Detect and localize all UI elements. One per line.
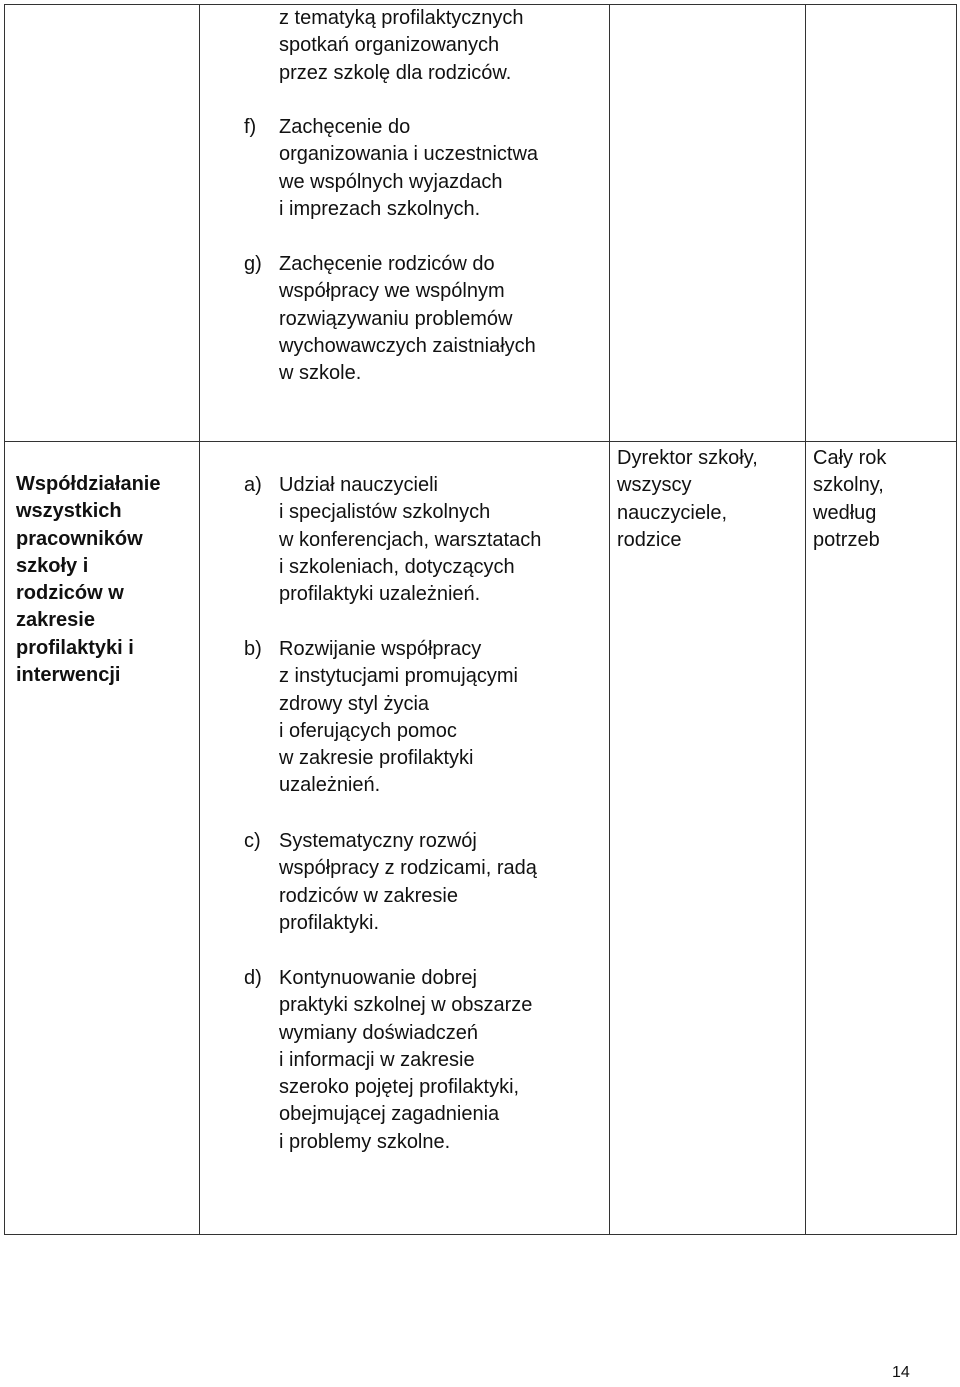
item-letter: d) [244,967,262,989]
item-letter: c) [244,830,261,852]
item-letter: f) [244,116,257,138]
column-divider [609,5,610,1234]
column-divider [805,5,806,1234]
item-text: z tematyką profilaktycznych spotkań organizowanych przez szkolę dla rodziców. [279,7,524,84]
item-text: Systematyczny rozwój współpracy z rodzicami, radą rodziców w zakresie profilaktyki. [279,830,537,934]
item-text: Udział nauczycieli i specjalistów szkolnych w konferencjach, warsztatach i szkoleniach, dotyczących profilaktyki uzależnień. [279,474,542,606]
page-number: 14 [892,1364,910,1381]
area-cell: Współdziałanie wszystkich pracowników szkoły i rodziców w zakresie profilaktyki i interwencji [16,473,161,687]
item-letter: a) [244,474,262,496]
item-text: Kontynuowanie dobrej praktyki szkolnej w obszarze wymiany doświadczeń i informacji w zakresie szeroko pojętej profilaktyki, obejmującej zagadnienia i problemy szkolne. [279,967,533,1153]
timeline-cell: Cały rok szkolny, według potrzeb [813,447,887,551]
item-letter: g) [244,253,262,275]
item-text: Rozwijanie współpracy z instytucjami promującymi zdrowy styl życia i oferujących pomoc w zakresie profilaktyki uzależnień. [279,638,518,797]
column-divider [199,5,200,1234]
responsible-cell: Dyrektor szkoły, wszyscy nauczyciele, rodzice [617,447,758,551]
row-divider [5,441,956,442]
item-letter: b) [244,638,262,660]
item-text: Zachęcenie do organizowania i uczestnictwa we wspólnych wyjazdach i imprezach szkolnych. [279,116,539,220]
item-text: Zachęcenie rodziców do współpracy we wspólnym rozwiązywaniu problemów wychowawczych zaistniałych w szkole. [279,253,536,385]
